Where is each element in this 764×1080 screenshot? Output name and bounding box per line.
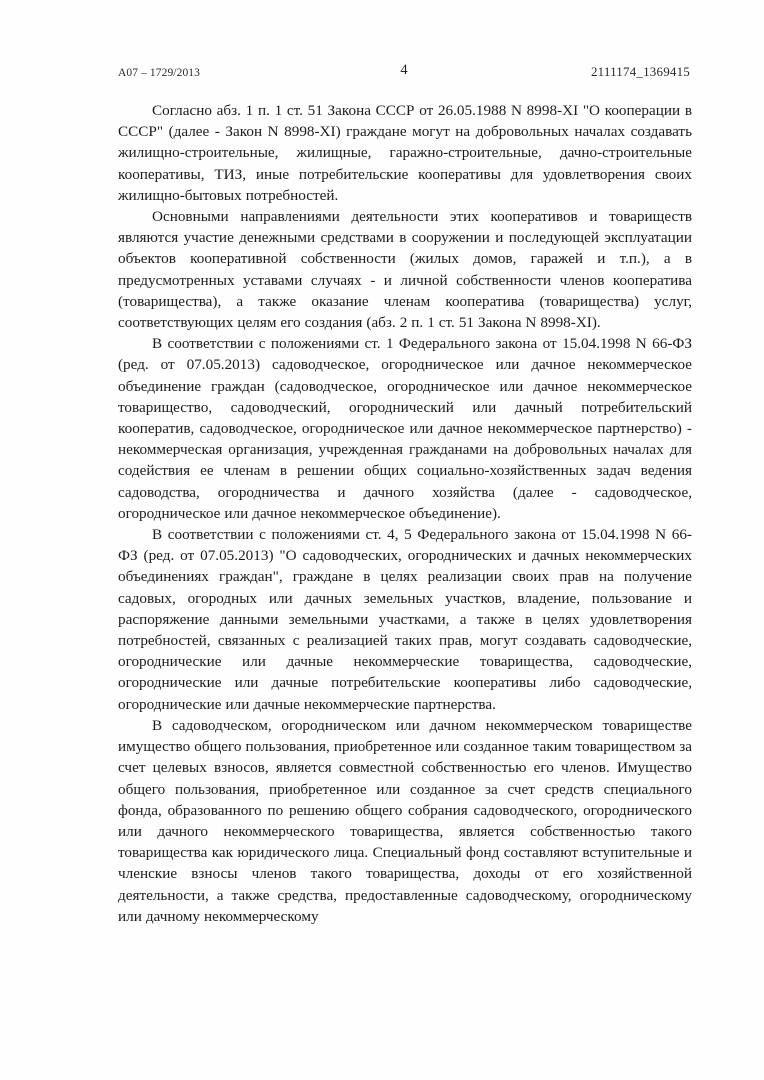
paragraph: Основными направлениями деятельности этих кооперативов и товариществ являются участие денежными средствами в сооружении и последующей эксплуатации объектов кооперативной собственности (жилых домов, гаражей и т.п.), а в предусмотренных уставами случаях - и личной собственности членов кооператива (товарищества), а также оказание членам кооператива (товарищества) услуг, соответствующих целям его создания (абз. 2 п. 1 ст. 51 Закона N 8998-XI).: [118, 208, 692, 332]
header-case-number: A07 – 1729/2013: [118, 67, 200, 79]
paragraph: Согласно абз. 1 п. 1 ст. 51 Закона СССР от 26.05.1988 N 8998-XI "О кооперации в СССР" (далее - Закон N 8998-XI) граждане могут на добровольных началах создавать жилищно-строительные, жилищные, гаражно-строительные, дачно-строительные кооперативы, ТИЗ, иные потребительские кооперативы для удовлетворения своих жилищно-бытовых потребностей.: [118, 102, 692, 204]
running-header: [118, 64, 690, 84]
paragraph: В садоводческом, огородническом или дачном некоммерческом товариществе имущество общего пользования, приобретенное или созданное таким товариществом за счет целевых взносов, является совместной собственностью его членов. Имущество общего пользования, приобретенное или созданное за счет средств специального фонда, образованного по решению общего собрания садоводческого, огороднического или дачного некоммерческого товарищества, является собственностью такого товарищества как юридического лица. Специальный фонд составляют вступительные и членские взносы членов такого товарищества, доходы от его хозяйственной деятельности, а также средства, предоставленные садоводческому, огородническому или дачному некоммерческому: [118, 716, 692, 925]
paragraph: В соответствии с положениями ст. 4, 5 Федерального закона от 15.04.1998 N 66-ФЗ (ред. от 07.05.2013) "О садоводческих, огороднических и дачных некоммерческих объединениях граждан", граждане в целях реализации своих прав на получение садовых, огородных или дачных земельных участков, владение, пользование и распоряжение данными земельными участками, а также в целях удовлетворения потребностей, связанных с реализацией таких прав, могут создавать садоводческие, огороднические или дачные некоммерческие товарищества, садоводческие, огороднические или дачные потребительские кооперативы либо садоводческие, огороднические или дачные некоммерческие партнерства.: [118, 526, 692, 713]
header-page-number: 4: [400, 62, 408, 78]
header-document-id: 2111174_1369415: [590, 64, 690, 79]
document-body: [118, 100, 692, 927]
paragraph: В соответствии с положениями ст. 1 Федерального закона от 15.04.1998 N 66-ФЗ (ред. от 07.05.2013) садоводческое, огородническое или дачное некоммерческое объединение граждан (садоводческое, огородническое или дачное некоммерческое товарищество, садоводческий, огороднический или дачный потребительский кооператив, садоводческое, огородническое или дачное некоммерческое партнерство) - некоммерческая организация, учрежденная гражданами на добровольных началах для содействия ее членам в решении общих социально-хозяйственных задач ведения садоводства, огородничества и дачного хозяйства (далее - садоводческое, огородническое или дачное некоммерческое объединение).: [118, 335, 692, 522]
